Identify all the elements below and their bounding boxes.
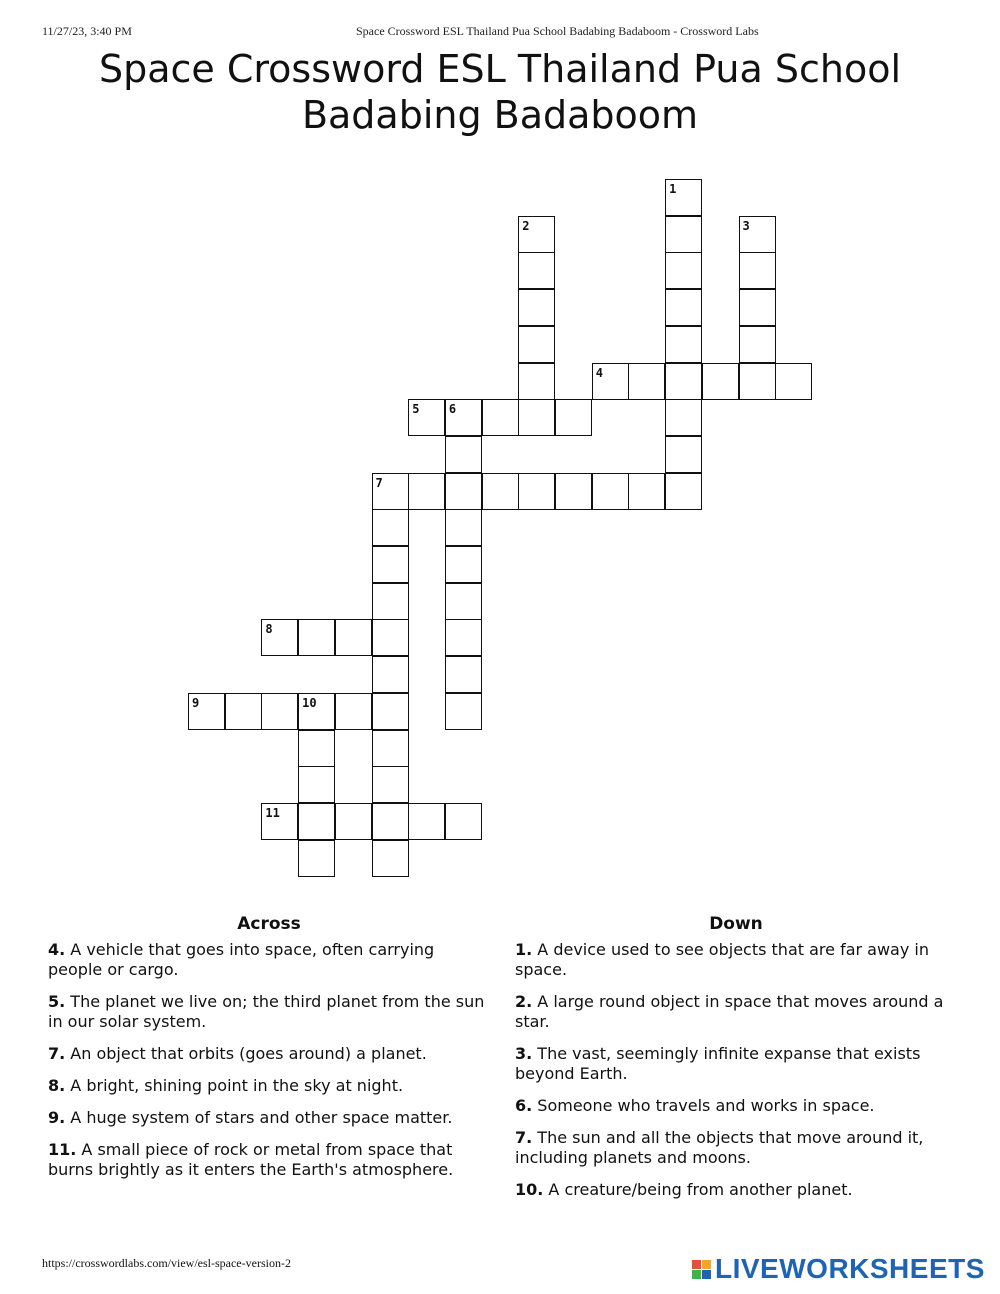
- clue-item: [48, 1076, 490, 1096]
- crossword-cell[interactable]: [628, 363, 665, 400]
- crossword-cell[interactable]: [298, 803, 335, 840]
- crossword-cell[interactable]: [739, 216, 776, 253]
- clue-number: 9: [192, 695, 200, 710]
- clue-item-text: A vehicle that goes into space, often carrying people or cargo.: [48, 940, 435, 979]
- crossword-cell[interactable]: [372, 509, 409, 546]
- clue-number: 11: [265, 805, 280, 820]
- across-clues: [48, 914, 490, 1192]
- clue-item-number: 10.: [515, 1180, 544, 1199]
- crossword-cell[interactable]: [445, 436, 482, 473]
- crossword-cell[interactable]: [335, 693, 372, 730]
- crossword-cell[interactable]: [445, 803, 482, 840]
- logo-text: LIVEWORKSHEETS: [715, 1253, 985, 1284]
- clue-item-text: A device used to see objects that are far away in space.: [515, 940, 929, 979]
- footer-url[interactable]: https://crosswordlabs.com/view/esl-space-version-2: [42, 1256, 291, 1270]
- crossword-cell[interactable]: [665, 216, 702, 253]
- crossword-cell[interactable]: [372, 656, 409, 693]
- clue-number: 6: [448, 402, 457, 417]
- crossword-cell[interactable]: [739, 363, 776, 400]
- clue-item: [515, 1044, 957, 1084]
- clue-item-number: 7.: [48, 1044, 66, 1063]
- crossword-cell[interactable]: [372, 730, 409, 767]
- crossword-cell[interactable]: [261, 693, 298, 730]
- clue-item-text: A small piece of rock or metal from space that burns brightly as it enters the Earth's atmosphere.: [48, 1140, 454, 1179]
- clue-item: [48, 940, 490, 980]
- clue-item: [515, 1180, 957, 1200]
- across-heading: Across: [237, 914, 301, 934]
- clue-item-text: The sun and all the objects that move around it, including planets and moons.: [515, 1128, 924, 1167]
- crossword-cell[interactable]: [188, 693, 225, 730]
- crossword-cell[interactable]: [335, 803, 372, 840]
- crossword-cell[interactable]: [408, 399, 445, 436]
- clue-item: [48, 1140, 490, 1180]
- crossword-cell[interactable]: [628, 473, 665, 510]
- clue-item-number: 8.: [48, 1076, 66, 1095]
- crossword-cell[interactable]: [372, 803, 409, 840]
- crossword-cell[interactable]: [555, 399, 592, 436]
- crossword-cell[interactable]: [665, 289, 702, 326]
- crossword-cell[interactable]: [592, 363, 629, 400]
- clue-item-text: An object that orbits (goes around) a planet.: [65, 1044, 427, 1063]
- crossword-cell[interactable]: [445, 583, 482, 620]
- crossword-cell[interactable]: [739, 289, 776, 326]
- crossword-cell[interactable]: [372, 619, 409, 656]
- clue-item-number: 9.: [48, 1108, 66, 1127]
- crossword-cell[interactable]: [298, 840, 335, 877]
- page-title: Space Crossword ESL Thailand Pua School Badabing Badaboom: [98, 47, 902, 137]
- logo-mark-icon: [692, 1260, 711, 1279]
- crossword-cell[interactable]: [445, 399, 482, 436]
- clue-item-number: 5.: [48, 992, 66, 1011]
- clue-number: 1: [669, 182, 677, 196]
- crossword-cell[interactable]: [261, 619, 298, 656]
- crossword-cell[interactable]: [518, 473, 555, 510]
- clue-number: 7: [375, 475, 383, 490]
- crossword-cell[interactable]: [372, 766, 409, 803]
- clue-item-text: The vast, seemingly infinite expanse that exists beyond Earth.: [515, 1044, 921, 1083]
- crossword-cell[interactable]: [408, 473, 445, 510]
- crossword-cell[interactable]: [225, 693, 262, 730]
- crossword-cell[interactable]: [665, 436, 702, 473]
- crossword-cell[interactable]: [702, 363, 739, 400]
- clue-item-number: 7.: [515, 1128, 533, 1147]
- header-page-title: Space Crossword ESL Thailand Pua School Badabing Badaboom - Crossword Labs: [356, 24, 759, 38]
- crossword-cell[interactable]: [298, 730, 335, 767]
- crossword-cell[interactable]: [445, 619, 482, 656]
- crossword-cell[interactable]: [445, 509, 482, 546]
- crossword-cell[interactable]: [482, 399, 519, 436]
- clue-item: [515, 1096, 957, 1116]
- crossword-cell[interactable]: [665, 252, 702, 289]
- clue-item: [48, 1044, 490, 1064]
- crossword-cell[interactable]: [592, 473, 629, 510]
- clue-item: [515, 940, 957, 980]
- clue-item-text: A huge system of stars and other space matter.: [65, 1108, 453, 1127]
- clue-item-number: 1.: [515, 940, 533, 959]
- clue-item-text: Someone who travels and works in space.: [532, 1096, 875, 1115]
- crossword-cell[interactable]: [445, 693, 482, 730]
- clue-item: [515, 992, 957, 1032]
- crossword-cell[interactable]: [518, 399, 555, 436]
- crossword-cell[interactable]: [372, 840, 409, 877]
- crossword-cell[interactable]: [518, 252, 555, 289]
- crossword-cell[interactable]: [518, 216, 555, 253]
- crossword-cell[interactable]: [518, 363, 555, 400]
- crossword-cell[interactable]: [665, 363, 702, 400]
- liveworksheets-logo: [692, 1254, 985, 1284]
- crossword-cell[interactable]: [665, 473, 702, 510]
- crossword-cell[interactable]: [372, 693, 409, 730]
- clue-number: 2: [522, 218, 530, 233]
- crossword-cell[interactable]: [298, 766, 335, 803]
- clue-item: [515, 1128, 957, 1168]
- crossword-cell[interactable]: [665, 326, 702, 363]
- crossword-cell[interactable]: [298, 619, 335, 656]
- crossword-cell[interactable]: [482, 473, 519, 510]
- crossword-cell[interactable]: [335, 619, 372, 656]
- down-heading: Down: [709, 914, 763, 934]
- crossword-cell[interactable]: [555, 473, 592, 510]
- clue-item-number: 4.: [48, 940, 66, 959]
- clue-number: 3: [742, 218, 750, 233]
- clue-number: 5: [412, 402, 420, 417]
- clue-item-number: 11.: [48, 1140, 77, 1159]
- crossword-cell[interactable]: [372, 546, 409, 583]
- crossword-cell[interactable]: [518, 289, 555, 326]
- clue-number: 10: [302, 695, 317, 710]
- crossword-cell[interactable]: [665, 399, 702, 436]
- clue-item-number: 3.: [515, 1044, 533, 1063]
- crossword-cell[interactable]: [261, 803, 298, 840]
- crossword-cell[interactable]: [445, 656, 482, 693]
- header-datetime: 11/27/23, 3:40 PM: [42, 24, 132, 38]
- clue-item: [48, 1108, 490, 1128]
- clue-item: [48, 992, 490, 1032]
- crossword-cell[interactable]: [775, 363, 812, 400]
- crossword-cell[interactable]: [518, 326, 555, 363]
- clue-number: 8: [265, 622, 273, 637]
- crossword-cell[interactable]: [372, 583, 409, 620]
- down-clues: [515, 914, 957, 1212]
- crossword-cell[interactable]: [445, 473, 482, 510]
- crossword-cell[interactable]: [372, 473, 409, 510]
- clue-item-text: A bright, shining point in the sky at night.: [65, 1076, 404, 1095]
- clue-item-number: 2.: [515, 992, 533, 1011]
- clue-item-text: A large round object in space that moves around a star.: [515, 992, 944, 1031]
- crossword-cell[interactable]: [445, 546, 482, 583]
- clue-item-text: The planet we live on; the third planet from the sun in our solar system.: [48, 992, 485, 1031]
- crossword-cell[interactable]: [298, 693, 335, 730]
- clue-item-number: 6.: [515, 1096, 533, 1115]
- clue-item-text: A creature/being from another planet.: [543, 1180, 853, 1199]
- crossword-cell[interactable]: [739, 326, 776, 363]
- crossword-cell[interactable]: [665, 179, 702, 216]
- crossword-cell[interactable]: [408, 803, 445, 840]
- crossword-cell[interactable]: [739, 252, 776, 289]
- clue-number: 4: [595, 365, 603, 380]
